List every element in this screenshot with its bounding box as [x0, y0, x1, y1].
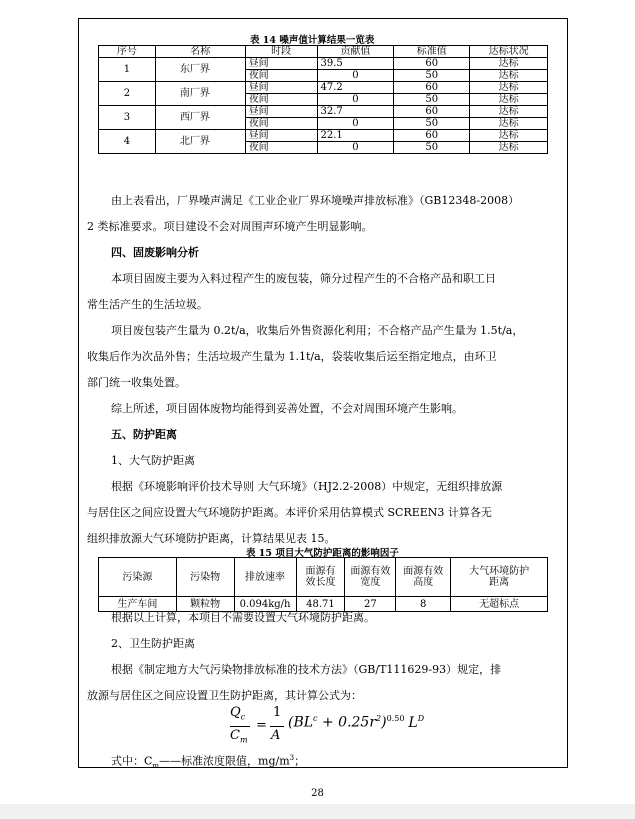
- period: 昼间: [245, 82, 317, 94]
- period: 夜间: [245, 142, 317, 154]
- period: 夜间: [245, 94, 317, 106]
- formula-one: 1: [273, 705, 282, 720]
- standard-value: 60: [394, 130, 470, 142]
- paragraph: 组织排放源大气环境防护距离，计算结果见表 15。: [87, 532, 336, 545]
- paragraph: 式中：$C_m——$标准浓度限值，$mg/m^3$；: [111, 754, 306, 770]
- standard-value: 50: [394, 142, 470, 154]
- period: 夜间: [245, 70, 317, 82]
- col-header: 达标状况: [470, 46, 548, 58]
- contribution-value: 47.2: [317, 82, 394, 94]
- compliance-status: 达标: [470, 142, 548, 154]
- table-cell: 27: [345, 597, 396, 612]
- paragraph: 与居住区之间应设置大气环境防护距离。本评价采用估算模式 SCREEN3 计算各无: [87, 506, 492, 519]
- paragraph: 综上所述，项目固体废物均能得到妥善处置，不会对周围环境产生影响。: [111, 402, 463, 415]
- contribution-value: 39.5: [317, 58, 394, 70]
- standard-value: 60: [394, 58, 470, 70]
- standard-value: 50: [394, 70, 470, 82]
- page-number: 28: [311, 788, 324, 799]
- col-header: 面源有效长度: [296, 558, 345, 597]
- formula-denominator: $C_m$: [230, 728, 248, 745]
- section-heading: 四、固废影响分析: [111, 246, 199, 259]
- table-row: [99, 58, 548, 70]
- protection-distance-table: [98, 557, 548, 612]
- col-header: 贡献值: [317, 46, 394, 58]
- col-header: 污染源: [99, 558, 177, 597]
- formula-numerator: $Q_c$: [230, 705, 246, 722]
- compliance-status: 达标: [470, 58, 548, 70]
- paragraph: 放源与居住区之间应设置卫生防护距离，其计算公式为：: [87, 689, 362, 702]
- contribution-value: 0: [317, 142, 394, 154]
- table14-caption: 表 14 噪声值计算结果一览表: [250, 35, 375, 46]
- row-number: 3: [99, 106, 156, 130]
- equals-sign: =: [256, 718, 267, 733]
- fraction-bar: [270, 726, 284, 727]
- formula-A: A: [271, 728, 281, 743]
- col-header: 大气环境防护距离: [451, 558, 548, 597]
- paragraph: 根据以上计算，本项目不需要设置大气环境防护距离。: [111, 611, 375, 624]
- compliance-status: 达标: [470, 106, 548, 118]
- paragraph: 由上表看出，厂界噪声满足《工业企业厂界环境噪声排放标准》（GB12348-2008）: [111, 194, 520, 207]
- col-header: 序号: [99, 46, 156, 58]
- period: 昼间: [245, 106, 317, 118]
- table-cell: 0.094kg/h: [234, 597, 296, 612]
- paragraph: 2 类标准要求。项目建设不会对周围声环境产生明显影响。: [87, 220, 373, 233]
- col-header: 面源有效高度: [396, 558, 451, 597]
- table-cell: 48.71: [296, 597, 345, 612]
- paragraph: 收集后作为次品外售；生活垃圾产生量为 1.1t/a，袋装收集后运至指定地点，由环卫: [87, 350, 497, 363]
- boundary-name: 北厂界: [155, 130, 245, 154]
- table-header-row: [99, 558, 548, 597]
- fraction-bar: [230, 726, 250, 727]
- boundary-name: 南厂界: [155, 82, 245, 106]
- period: 夜间: [245, 118, 317, 130]
- compliance-status: 达标: [470, 118, 548, 130]
- paragraph: 根据《环境影响评价技术导则 大气环境》（HJ2.2-2008）中规定，无组织排放源: [111, 480, 503, 493]
- compliance-status: 达标: [470, 94, 548, 106]
- compliance-status: 达标: [470, 70, 548, 82]
- paragraph: 项目废包装产生量为 0.2t/a，收集后外售资源化利用；不合格产品产生量为 1.5t/a，: [111, 324, 524, 337]
- col-header: 面源有效宽度: [345, 558, 396, 597]
- standard-value: 50: [394, 94, 470, 106]
- row-number: 2: [99, 82, 156, 106]
- row-number: 1: [99, 58, 156, 82]
- col-header: 标准值: [394, 46, 470, 58]
- paragraph: 本项目固废主要为入料过程产生的废包装，筛分过程产生的不合格产品和职工日: [111, 272, 496, 285]
- table15-caption: 表 15 项目大气防护距离的影响因子: [246, 548, 399, 559]
- contribution-value: 0: [317, 70, 394, 82]
- paragraph: 根据《制定地方大气污染物排放标准的技术方法》（GB/T111629-93）规定，排: [111, 663, 502, 676]
- col-header: 排放速率: [234, 558, 296, 597]
- noise-results-table: [98, 45, 548, 154]
- row-number: 4: [99, 130, 156, 154]
- period: 昼间: [245, 130, 317, 142]
- boundary-name: 东厂界: [155, 58, 245, 82]
- paragraph: 常生活产生的生活垃圾。: [87, 298, 208, 311]
- standard-value: 60: [394, 106, 470, 118]
- col-header: 污染物: [176, 558, 234, 597]
- compliance-status: 达标: [470, 130, 548, 142]
- table-cell: 无超标点: [451, 597, 548, 612]
- paragraph: 部门统一收集处置。: [87, 376, 186, 389]
- contribution-value: 22.1: [317, 130, 394, 142]
- subsection-heading: 1、大气防护距离: [111, 454, 195, 467]
- contribution-value: 32.7: [317, 106, 394, 118]
- col-header: 时段: [245, 46, 317, 58]
- contribution-value: 0: [317, 118, 394, 130]
- subsection-heading: 2、卫生防护距离: [111, 637, 195, 650]
- contribution-value: 0: [317, 94, 394, 106]
- protection-distance-formula: [230, 699, 450, 747]
- formula-body: $(BL^c + 0.25r^2)^{0.50}$ $L^D$: [288, 714, 425, 731]
- compliance-status: 达标: [470, 82, 548, 94]
- standard-value: 50: [394, 118, 470, 130]
- section-heading: 五、防护距离: [111, 428, 177, 441]
- table-cell: 生产车间: [99, 597, 177, 612]
- period: 昼间: [245, 58, 317, 70]
- table-row: [99, 130, 548, 142]
- col-header: 名称: [155, 46, 245, 58]
- table-header-row: [99, 46, 548, 58]
- table-cell: 颗粒物: [176, 597, 234, 612]
- standard-value: 60: [394, 82, 470, 94]
- table-row: [99, 106, 548, 118]
- boundary-name: 西厂界: [155, 106, 245, 130]
- table-row: [99, 82, 548, 94]
- table-cell: 8: [396, 597, 451, 612]
